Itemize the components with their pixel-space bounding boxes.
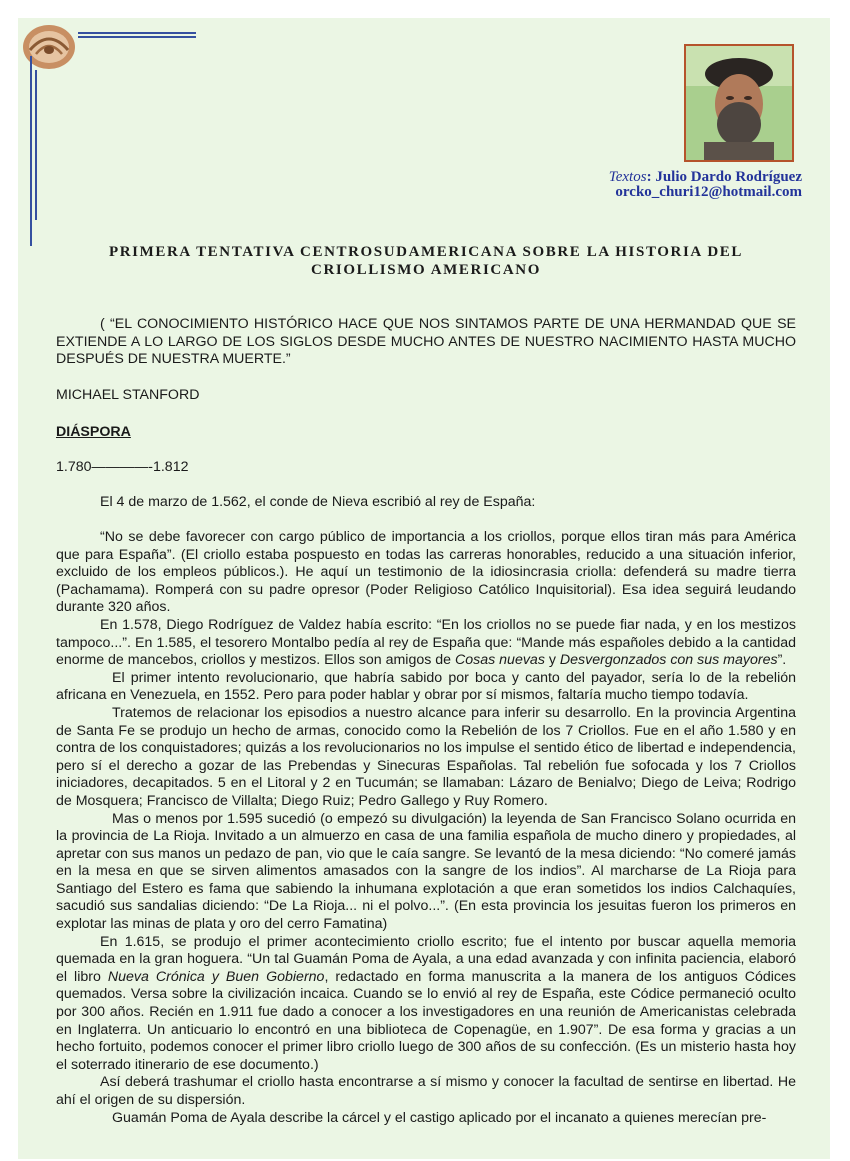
epigraph-quote: ( “EL CONOCIMIENTO HISTÓRICO HACE QUE NOS SINTAMOS PARTE DE UNA HERMANDAD QUE SE EXTIENDE A LO LARGO DE LOS SIGLOS DESDE MUCHO ANTES DE NUESTRO NACIMIENTO HASTA MUCHO DESPUÉS DE NUESTRA MUERTE.”	[56, 316, 796, 368]
credits-label: Textos	[608, 169, 647, 185]
article-body	[56, 529, 796, 1127]
paragraph: Guamán Poma de Ayala describe la cárcel y el castigo aplicado por el incanato a quienes merecían pre-	[112, 1109, 767, 1126]
frame-line-left	[30, 56, 32, 246]
paragraph: En 1.615, se produjo el primer acontecimiento criollo escrito; fue el intento por buscar aquella memoria quemada en la gran hoguera. “Un tal Guamán Poma de Ayala, a una edad avanzada y con infinita paciencia, elaboró el libro Nueva Crónica y Buen Gobierno, redactado en forma manuscrita a la manera de los antiguos Códices quemados. Versa sobre la civilización incaica. Cuando se lo envió al rey de España, este Códice permaneció oculto por 300 años. Recién en 1.911 fue dado a conocer a los investigadores en una reunión de Americanistas celebrada en Inglaterra. Un anticuario lo encontró en una biblioteca de Copenagüe, en 1.907”. De esa forma y gracias a un hecho fortuito, podemos conocer el primer libro criollo luego de 300 años de su confección. (Es un misterio hasta hoy el soterrado itinerario de ese documento.)	[56, 933, 796, 1073]
frame-line-top-inner	[78, 36, 196, 38]
article-title	[56, 243, 796, 279]
paragraph: Tratemos de relacionar los episodios a nuestro alcance para inferir su desarrollo. En la provincia Argentina de Santa Fe se produjo un hecho de armas, conocido como la Rebelión de los 7 Criollos. Fue en el año 1.580 y en contra de los conquistadores; quizás a los revolucionarios no los impulse el sentido ético de libertad e independencia, pero sí el derecho a gozar de las Prebendas y Sinecuras Españolas. Tal rebelión fue sofocada y los 7 Criollos iniciadores, decapitados. 5 en el Litoral y 2 en Tucumán; se llamaban: Lázaro de Benialvo; Diego de Leiva; Rodrigo de Mosquera; Francisco de Villalta; Diego Ruiz; Pedro Gallego y Ruy Romero.	[56, 704, 796, 809]
credits	[609, 170, 802, 200]
author-photo	[684, 44, 794, 162]
author-email: orcko_churi12@hotmail.com	[615, 184, 802, 200]
paragraph: En 1.578, Diego Rodríguez de Valdez había escrito: “En los criollos no se puede fiar nada, y en los mestizos tampoco...”. En 1.585, el tesorero Montalbo pedía al rey de España que: “Mande más españoles debido a la cantidad enorme de mancebos, criollos y mestizos. Ellos son amigos de Cosas nuevas y Desvergonzados con sus mayores”.	[56, 616, 796, 669]
paragraph: El primer intento revolucionario, que habría sabido por boca y canto del payador, sería lo de la rebelión africana en Venezuela, en 1552. Pero para poder hablar y obrar por sí mismos, faltaría mucho tiempo todavía.	[56, 669, 796, 704]
title-line-1: PRIMERA TENTATIVA CENTROSUDAMERICANA SOBRE LA HISTORIA DEL	[108, 244, 744, 260]
paragraph: Así deberá trashumar el criollo hasta encontrarse a sí mismo y conocer la facultad de sentirse en libertad. He ahí el origen de su dispersión.	[56, 1074, 796, 1108]
author-name: : Julio Dardo Rodríguez	[646, 169, 802, 185]
paragraph-intro: El 4 de marzo de 1.562, el conde de Nieva escribió al rey de España:	[100, 494, 536, 510]
seashell-logo-icon	[20, 20, 78, 72]
frame-line-left-inner	[35, 70, 37, 220]
title-line-2: CRIOLLISMO AMERICANO	[311, 262, 541, 278]
paragraph: “No se debe favorecer con cargo público de importancia a los criollos, porque ellos tiran más para América que para España”. (El criollo estaba pospuesto en todas las carreras honorables, reducido a una situación inferior, excluido de los empleos públicos.). He aquí un testimonio de la idiosincrasia criolla: defenderá su madre tierra (Pachamama). Romperá con su padre opresor (Poder Religioso Católico Inquisitorial). Esa idea seguirá leudando durante 320 años.	[56, 529, 796, 616]
frame-line-top	[78, 32, 196, 34]
section-dates: 1.780————-1.812	[56, 459, 189, 475]
paragraph: Mas o menos por 1.595 sucedió (o empezó su divulgación) la leyenda de San Francisco Solano ocurrida en la provincia de La Rioja. Invitado a un almuerzo en casa de una familia española de mucho dinero y propiedades, al apretar con sus manos un pedazo de pan, vio que le caía sangre. Se levantó de la mesa diciendo: “No comeré jamás en la mesa en que se sirven alimentos amasados con la sangre de los indios”. Al marcharse de La Rioja para Santiago del Estero es fama que sabiendo la inhumana explotación a que eran sometidos los indios Calchaquíes, sacudió sus sandalias diciendo: “De La Rioja... ni el polvo...”. (En esta provincia los jesuitas fueron los primeros en explotar las minas de plata y oro del cerro Famatina)	[56, 810, 796, 933]
epigraph-author: MICHAEL STANFORD	[56, 387, 200, 403]
section-heading: DIÁSPORA	[56, 424, 131, 440]
